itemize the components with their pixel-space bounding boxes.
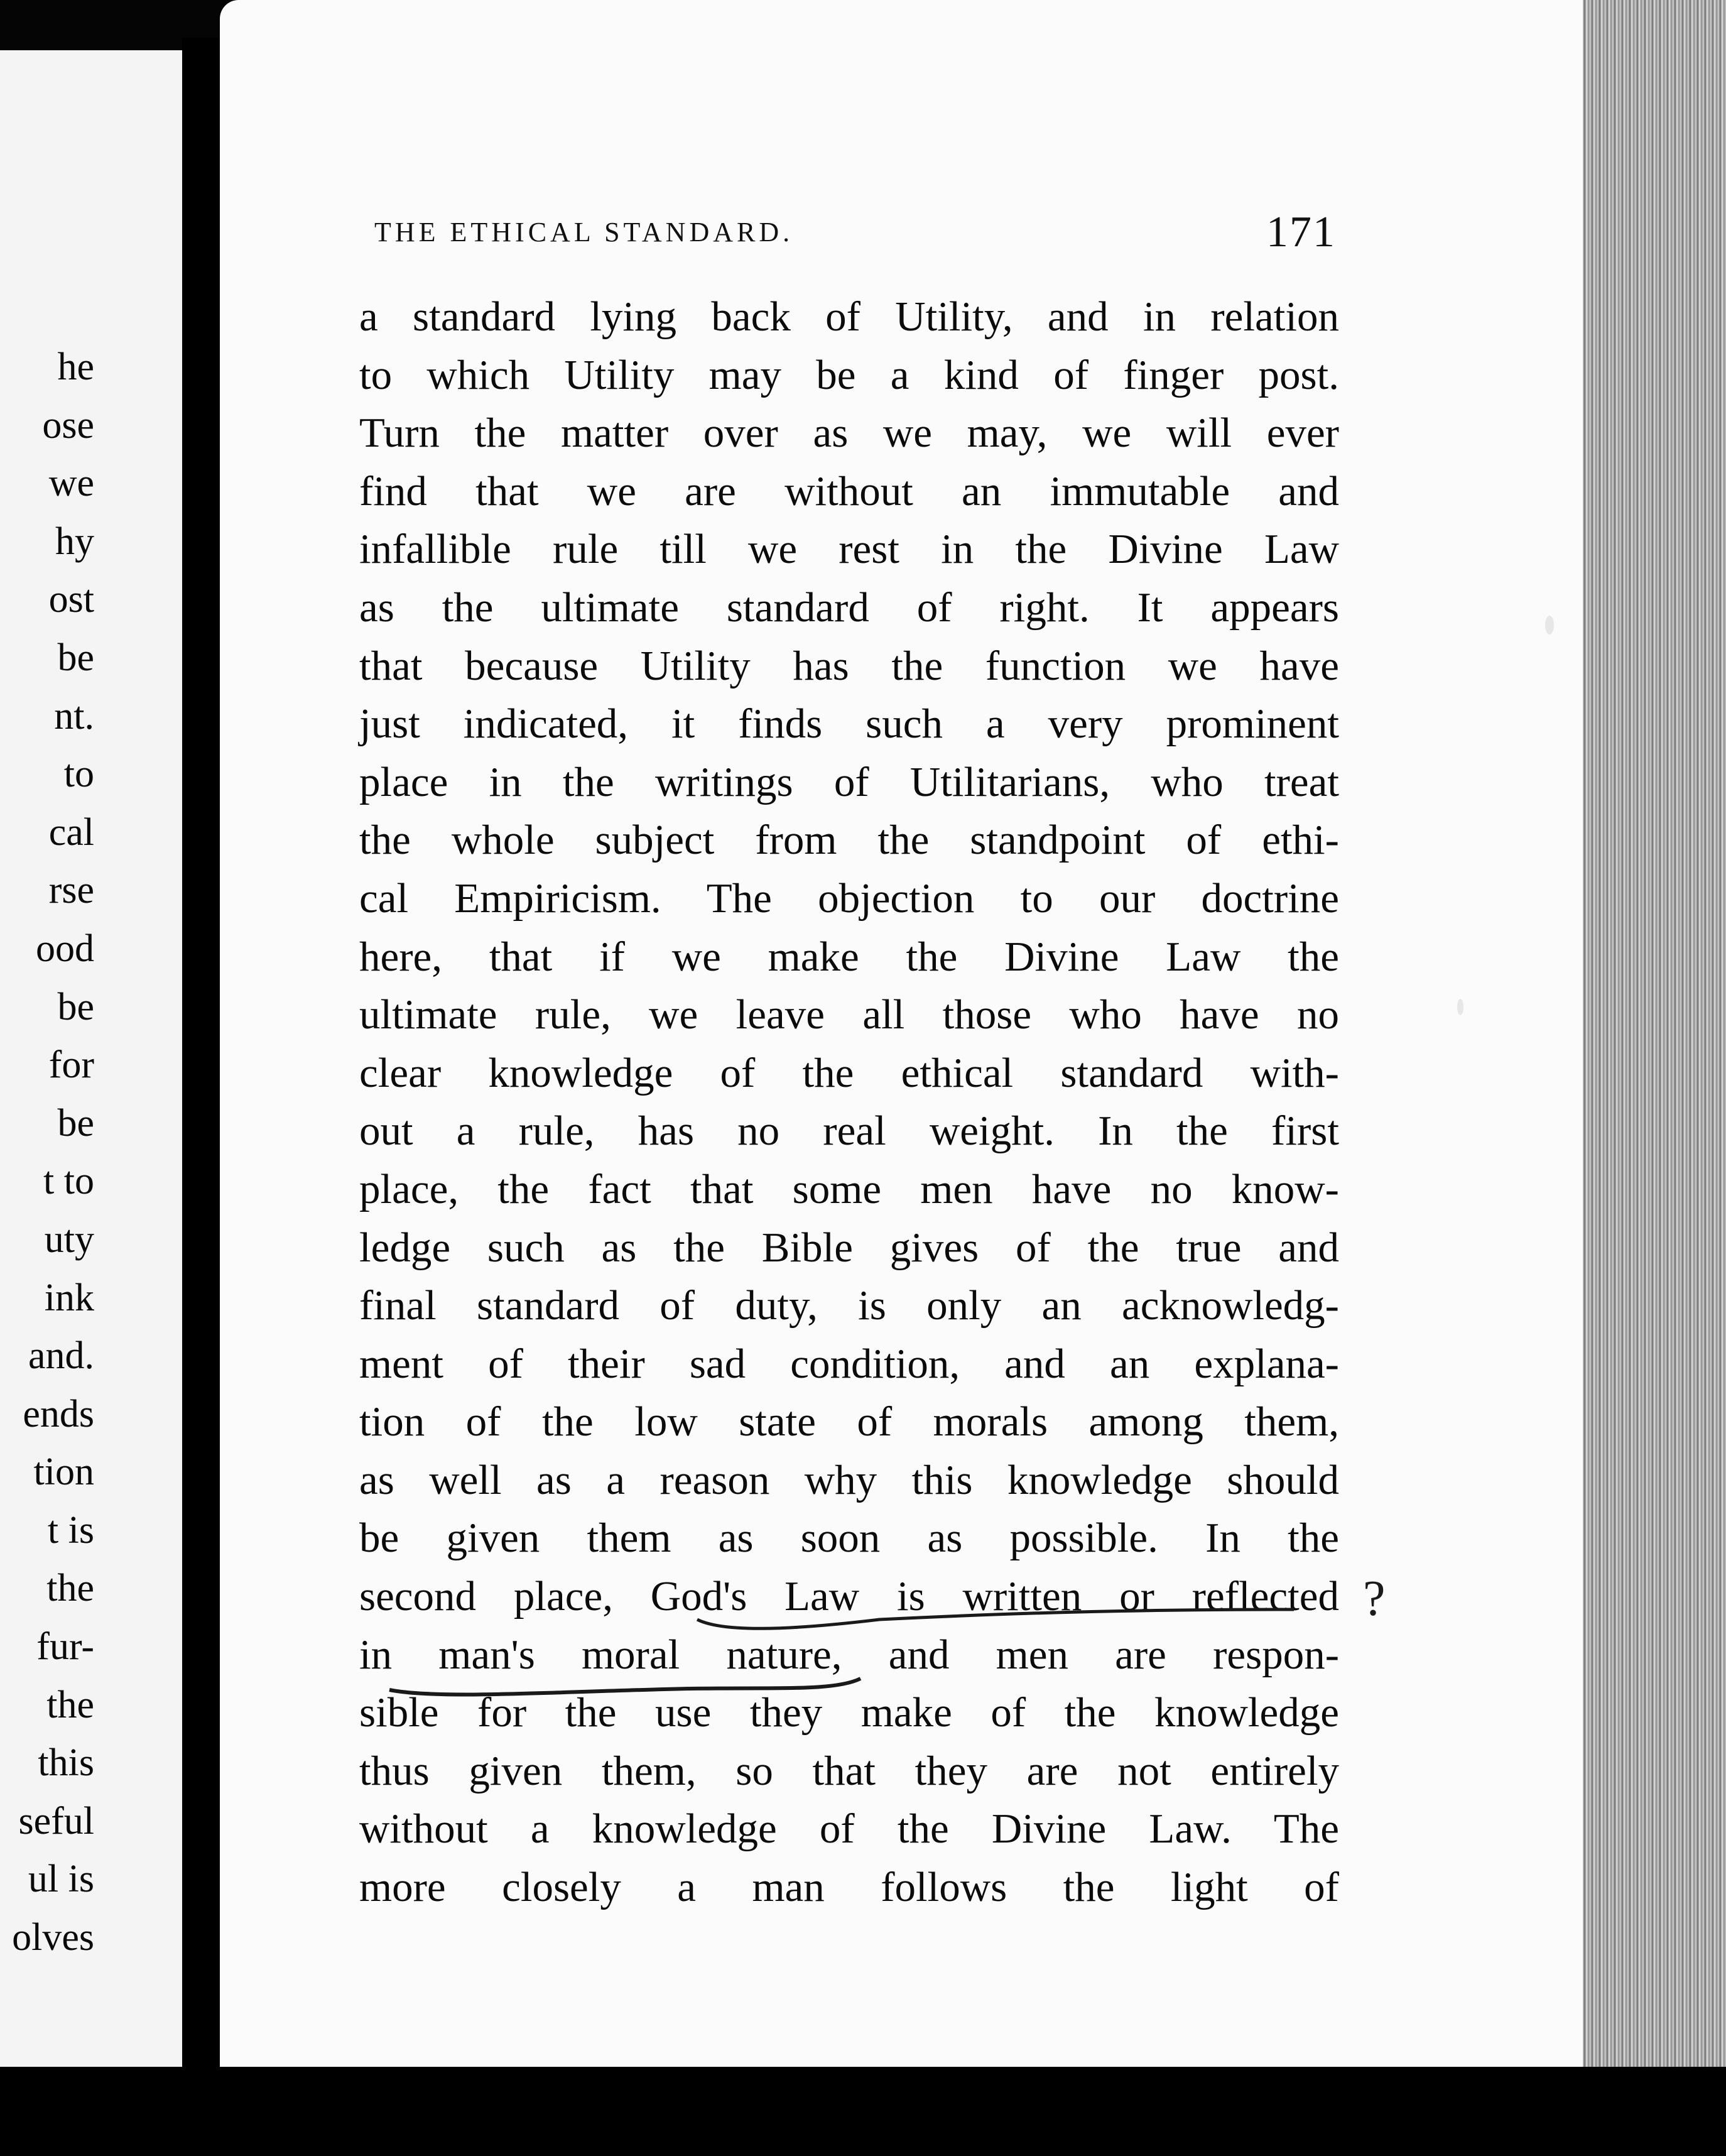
- book-gutter: [182, 38, 220, 2111]
- left-page-fragment: fur-: [36, 1625, 94, 1669]
- text-span: , and men are respon-: [831, 1631, 1340, 1678]
- left-page-fragment: rse: [48, 869, 94, 912]
- text-line: tion of the low state of morals among them,: [359, 1398, 1339, 1446]
- left-page-fragment: tion: [33, 1451, 94, 1494]
- book-fore-edge: [1583, 0, 1726, 2067]
- text-line: thus given them, so that they are not entirely: [359, 1747, 1339, 1794]
- left-page-fragment: ood: [36, 927, 94, 970]
- text-line: more closely a man follows the light of: [359, 1864, 1339, 1911]
- body-text: [359, 288, 1339, 1917]
- left-page-fragment: this: [38, 1741, 94, 1785]
- left-page-fragment: be: [57, 985, 94, 1028]
- text-line: Turn the matter over as we may, we will ever: [359, 410, 1339, 457]
- left-page-fragment: t to: [43, 1160, 94, 1203]
- left-page-fragment: seful: [18, 1799, 94, 1843]
- left-page-fragment: be: [57, 1101, 94, 1145]
- left-page-fragment: ends: [23, 1392, 94, 1435]
- text-line: just indicated, it finds such a very prominent: [359, 700, 1339, 748]
- text-line: find that we are without an immutable and: [359, 467, 1339, 514]
- text-line: place, the fact that some men have no know-: [359, 1165, 1339, 1212]
- text-line: that because Utility has the function we have: [359, 642, 1339, 689]
- page-number: 171: [1266, 208, 1336, 256]
- paper-speck: [1545, 616, 1554, 634]
- left-page-fragment: olves: [12, 1916, 94, 1959]
- left-page-fragment: to: [63, 753, 94, 796]
- left-page-fragment: uty: [44, 1217, 94, 1261]
- text-line: cal Empiricism. The objection to our doctrine: [359, 874, 1339, 922]
- left-page-fragment: he: [57, 346, 94, 388]
- left-page-fragment: ul is: [28, 1858, 94, 1901]
- left-page-fragment: ost: [48, 578, 94, 621]
- text-line: be given them as soon as possible. In the: [359, 1515, 1339, 1562]
- left-page-text-fragments: [0, 338, 94, 1967]
- text-line: the whole subject from the standpoint of ethi-: [359, 817, 1339, 864]
- text-line: here, that if we make the Divine Law the: [359, 933, 1339, 980]
- text-line: out a rule, has no real weight. In the first: [359, 1108, 1339, 1155]
- text-line: final standard of duty, is only an acknowledg-: [359, 1282, 1339, 1329]
- text-line: clear knowledge of the ethical standard with-: [359, 1049, 1339, 1096]
- text-line: infallible rule till we rest in the Divine Law: [359, 526, 1339, 573]
- text-line: to which Utility may be a kind of finger post.: [359, 351, 1339, 398]
- left-page-fragment: ink: [44, 1276, 94, 1319]
- text-line: as well as a reason why this knowledge should: [359, 1456, 1339, 1503]
- text-line: ledge such as the Bible gives of the true and: [359, 1224, 1339, 1271]
- text-line: a standard lying back of Utility, and in relation: [359, 293, 1339, 340]
- text-line: [359, 1567, 1339, 1626]
- underlined-text: in man's moral nature: [359, 1631, 832, 1678]
- left-page-fragment: and.: [28, 1334, 94, 1378]
- underlined-text: God's Law is written or reflected: [650, 1573, 1339, 1620]
- margin-annotation: ?: [1363, 1571, 1386, 1626]
- text-line: ment of their sad condition, and an explana-: [359, 1340, 1339, 1387]
- left-page-fragment: nt.: [54, 694, 94, 738]
- left-page-fragment: ose: [42, 403, 94, 447]
- left-page-fragment: hy: [55, 520, 94, 563]
- text-line: sible for the use they make of the knowledge: [359, 1689, 1339, 1736]
- left-page-fragment: the: [46, 1567, 94, 1610]
- text-line: place in the writings of Utilitarians, who treat: [359, 758, 1339, 805]
- left-page-fragment: cal: [48, 810, 94, 854]
- running-head-title: THE ETHICAL STANDARD.: [374, 217, 794, 248]
- text-line: without a knowledge of the Divine Law. The: [359, 1805, 1339, 1853]
- text-line: [359, 1626, 1339, 1684]
- left-page-fragment: t is: [47, 1508, 94, 1552]
- bottom-shadow: [0, 2067, 1726, 2156]
- left-page-fragment: we: [48, 462, 94, 505]
- left-page-fragment: the: [46, 1683, 94, 1726]
- text-span: second place,: [359, 1573, 651, 1620]
- paper-speck: [1457, 999, 1463, 1015]
- left-page-fragment: for: [48, 1043, 94, 1087]
- text-line: as the ultimate standard of right. It appears: [359, 584, 1339, 631]
- text-line: ultimate rule, we leave all those who have no: [359, 991, 1339, 1038]
- left-page-fragment: be: [57, 636, 94, 679]
